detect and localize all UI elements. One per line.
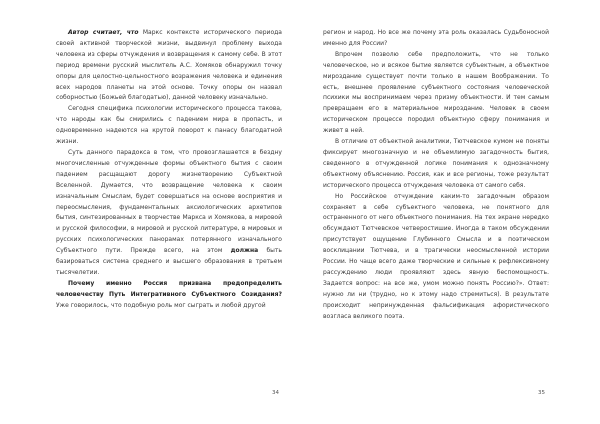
right-paragraph-1: регион и народ. Но все же почему эта роль оказалась Судьбоносной именно для России? [323,29,549,47]
author-lead-bold: Автор считает, что [68,29,139,36]
page-number-right: 35 [538,390,545,396]
left-paragraph-3-bold-word: должна [230,247,259,255]
left-paragraph-1-text: Маркс контексте исторического периода своей активной творческой жизни, выдвинул проблему выхода человека из сферы отчуждения и возвращения к самому себе. В этот период времени русский мыслитель А.С. Хомяков обнаружил точку опоры для целостно-цельностного возражения человека и единения всех народов планеты на этой основе. Точку опоры он назвал соборностью (Божьей благодатью), данной человеку изначально. [56,29,283,102]
left-paragraph-4-text: Уже говорилось, что подобную роль мог сыграть и любой другой [56,301,266,309]
right-paragraph-3: В отличие от объектной аналитики, Тютчевское кумом не поняты фиксирует многозначную и не объемлимую загадочность бытия, сведенного в отчужденной логике понимания к однозначному объектному объяснению. Россия, как и все регионы, тоже результат исторического процесса отчуждения человека от самого себя. [323,138,549,189]
left-paragraph-1 [56,28,282,104]
russia-question-bold: Почему именно Россия призвана предопределить человечеству Путь Интегративного Субъектного Созидания? [56,279,282,298]
right-paragraph-2: Впрочем позволю себе предположить, что не только человеческое, но и всякое бытие является субъектным, а объектное мироздание существует почти только в нашем Воображении. То есть, внешнее проявление субъектного состояния человеческой психики мы воспринимаем через призму объектности. И тем самым превращаем его в материальное мироздание. Человек в своем историческом процессе породил объектную сферу понимания и живет в ней. [323,50,549,135]
left-paragraph-2: Сегодня специфика психологии исторического процесса такова, что народы как бы смирились с падением мира в пропасть, и одновременно надеются на крутой поворот к панacy благодатной жизни. [56,105,282,146]
left-paragraph-3 [56,148,282,279]
right-page [323,28,549,416]
left-paragraph-4 [56,279,282,312]
left-paragraph-3-before: Суть данного парадокса в том, что провозглашается в бездну многочисленные отчужденные формы объектного бытия с своим падением расщащают дорогу жизнетворению Субъектной Вселенной. Думается, что возвращение человека к своим изначальным Смыслам, будет совершаться на основе восприятия и переосмысления, фундаментальных аксиологических архетипов бытия, синтезированных в творчестве Маркса и Хомякова, в мировой и русской философии, в мировой и русской литературе, в мировых и русских психологических панорамах потерянного изначального Субъектного пути. Прежде всего, на этом [56,148,282,255]
left-page [56,28,282,416]
right-paragraph-4: Но Российское отчуждение каким-то загадочным образом сохраняет в себе субъектного человека, не понятного для остраненного от него объектного понимания. На тех экране нередко обсуждают Тютчевское четверостишие. Иногда в таком обсуждении присутствует ощущение Глубинного Смысла и в поэтическом восклицании Тютчева, и в трагически неосмысленной истории России. Но чаще всего даже творческие и сильные к рефлексивному рассуждению люди проявляют здесь явную беспомощность. Задается вопрос: на все же, умом можно понять Россию?». Ответ: нужно ли ни (трудно, но к этому надо стремиться). В результате происходит непринужденная фальсификация афористического возгласа великого поэта. [323,192,549,320]
left-paragraph-3-after: быть базироваться система среднего и высшего образования в третьем тысячелетии. [56,247,282,276]
page-number-left: 34 [272,390,279,396]
